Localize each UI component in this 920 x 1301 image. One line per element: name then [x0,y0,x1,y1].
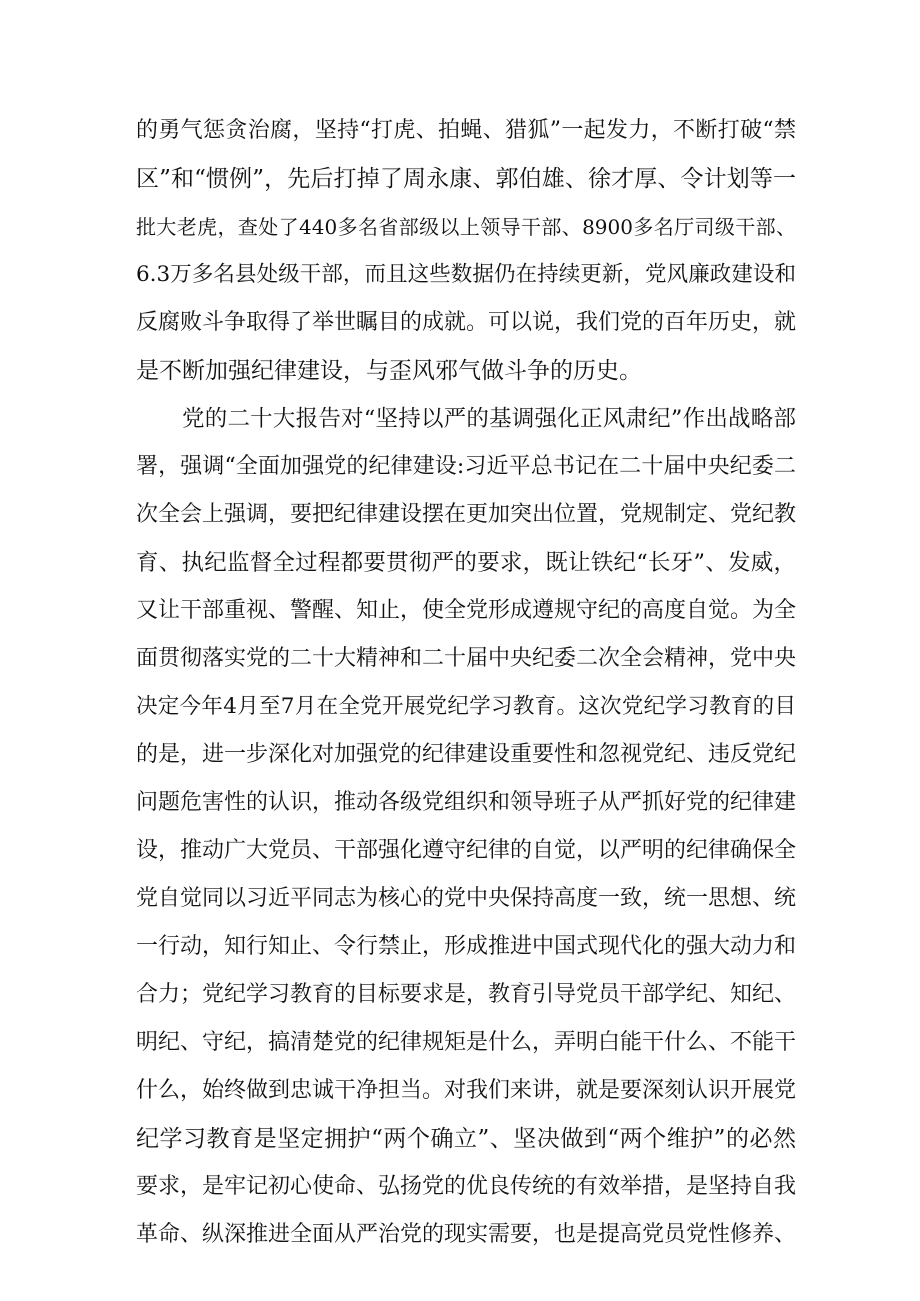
text-line: 革命、纵深推进全面从严治党的现实需要，也是提高党员党性修养、 [136,1222,797,1247]
text-line: 批大老虎，查处了440多名省部级以上领导干部、8900多名厅司级干部、 [136,215,796,239]
text-line: 一行动，知行知止、令行禁止，形成推进中国式现代化的强大动力和 [136,934,797,959]
text-line: 的是，进一步深化对加强党的纪律建设重要性和忽视党纪、违反党纪 [136,742,797,767]
text-line: 6.3万多名县处级干部，而且这些数据仍在持续更新，党风廉政建设和 [136,262,796,287]
text-line: 的勇气惩贪治腐，坚持“打虎、拍蝇、猎狐”一起发力，不断打破“禁 [136,118,796,143]
text-line: 问题危害性的认识，推动各级党组织和领导班子从严抓好党的纪律建 [136,790,797,815]
text-line: 育、执纪监督全过程都要贯彻严的要求，既让铁纪“长牙”、发威， [136,550,796,576]
text-line: 又让干部重视、警醒、知止，使全党形成遵规守纪的高度自觉。为全 [136,598,797,623]
text-line: 是不断加强纪律建设，与歪风邪气做斗争的历史。 [136,358,642,384]
text-line: 反腐败斗争取得了举世瞩目的成就。可以说，我们党的百年历史，就 [136,310,797,335]
text-line: 署，强调“全面加强党的纪律建设:习近平总书记在二十届中央纪委二 [136,454,796,479]
document-body [136,107,796,1259]
text-line: 设，推动广大党员、干部强化遵守纪律的自觉，以严明的纪律确保全 [136,838,797,863]
paragraph-1 [136,107,796,395]
text-line: 决定今年4月至7月在全党开展党纪学习教育。这次党纪学习教育的目 [136,694,796,719]
text-line: 党的二十大报告对“坚持以严的基调强化正风肃纪”作出战略部 [182,406,796,432]
text-line: 明纪、守纪，搞清楚党的纪律规矩是什么，弄明白能干什么、不能干 [136,1030,797,1055]
text-line: 次全会上强调，要把纪律建设摆在更加突出位置，党规制定、党纪教 [136,502,797,527]
text-line: 区”和“惯例”，先后打掉了周永康、郭伯雄、徐才厚、令计划等一 [136,166,796,192]
paragraph-2 [136,395,796,1259]
text-line: 面贯彻落实党的二十大精神和二十届中央纪委二次全会精神，党中央 [136,646,797,671]
text-line: 党自觉同以习近平同志为核心的党中央保持高度一致，统一思想、统 [136,886,797,911]
text-line: 什么，始终做到忠诚干净担当。对我们来讲，就是要深刻认识开展党 [136,1078,797,1103]
text-line: 合力；党纪学习教育的目标要求是，教育引导党员干部学纪、知纪、 [136,982,797,1007]
text-line: 纪学习教育是坚定拥护“两个确立”、坚决做到“两个维护”的必然 [136,1126,796,1152]
text-line: 要求，是牢记初心使命、弘扬党的优良传统的有效举措，是坚持自我 [136,1174,797,1199]
